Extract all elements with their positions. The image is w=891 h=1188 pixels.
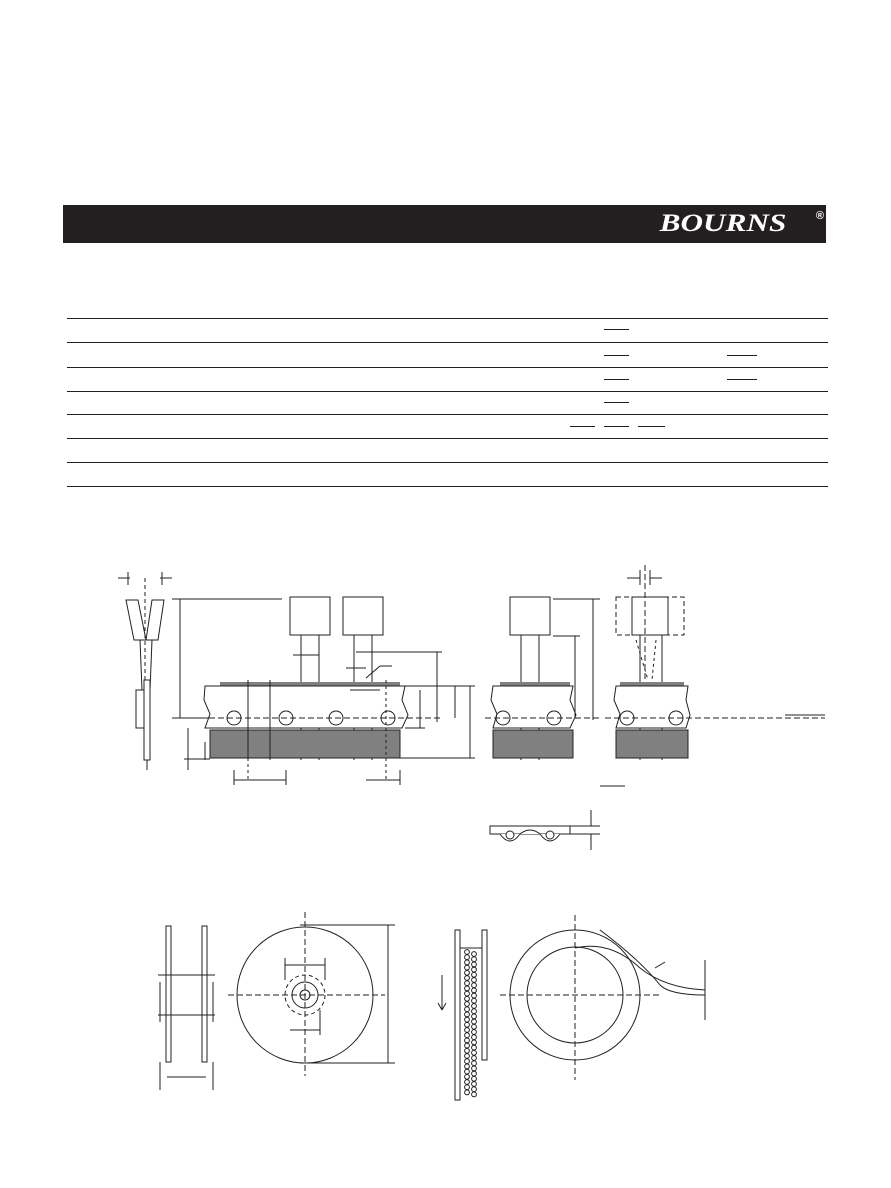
ammo-coil — [472, 962, 477, 967]
ammo-coil — [465, 955, 470, 960]
ammo-coil — [465, 1074, 470, 1079]
ammo-coil — [465, 970, 470, 975]
ammo-coil — [472, 1035, 477, 1040]
ammo-coil — [472, 983, 477, 988]
reel-front-view — [228, 912, 395, 1076]
ammo-coil — [465, 1043, 470, 1048]
ammo-coil — [465, 1080, 470, 1085]
ammo-coil — [465, 1033, 470, 1038]
ammo-coil — [472, 1050, 477, 1055]
ammo-coil — [472, 967, 477, 972]
ammo-coil — [472, 1014, 477, 1019]
ammo-coil — [472, 1030, 477, 1035]
ammo-pack-coils — [465, 950, 477, 1097]
ammo-coil — [472, 972, 477, 977]
ammo-coil — [465, 965, 470, 970]
ammo-coil — [465, 1059, 470, 1064]
ammo-coil — [465, 1028, 470, 1033]
reel-with-leader — [500, 915, 705, 1080]
ammo-coil — [472, 1004, 477, 1009]
ammo-coil — [472, 1087, 477, 1092]
tape-strip-main — [200, 597, 475, 785]
ammo-coil — [465, 1002, 470, 1007]
tape-cross-section — [490, 810, 600, 850]
ammo-coil — [472, 998, 477, 1003]
side-view-component — [118, 572, 172, 770]
ammo-coil — [472, 1071, 477, 1076]
ammo-coil — [465, 991, 470, 996]
ammo-coil — [465, 1007, 470, 1012]
tape-strip-tilt — [605, 565, 825, 760]
ammo-coil — [472, 1061, 477, 1066]
ammo-coil — [472, 978, 477, 983]
tape-strip-single — [485, 597, 625, 786]
ammo-coil — [465, 976, 470, 981]
ammo-coil — [472, 952, 477, 957]
ammo-coil — [465, 1038, 470, 1043]
ammo-coil — [465, 986, 470, 991]
ammo-coil — [465, 1012, 470, 1017]
ammo-coil — [465, 1090, 470, 1095]
ammo-pack-side — [438, 930, 487, 1100]
registered-mark: ® — [815, 210, 824, 222]
ammo-coil — [472, 1040, 477, 1045]
ammo-coil — [472, 1045, 477, 1050]
ammo-coil — [472, 1092, 477, 1097]
ammo-coil — [465, 950, 470, 955]
ammo-coil — [472, 957, 477, 962]
ammo-coil — [465, 1048, 470, 1053]
ammo-coil — [472, 1066, 477, 1071]
ammo-coil — [472, 988, 477, 993]
ammo-coil — [472, 1009, 477, 1014]
ammo-coil — [465, 1022, 470, 1027]
ammo-coil — [472, 1082, 477, 1087]
reel-side-view — [158, 926, 215, 1090]
ammo-coil — [465, 1069, 470, 1074]
ammo-coil — [465, 996, 470, 1001]
ammo-coil — [465, 1054, 470, 1059]
ammo-coil — [465, 960, 470, 965]
ammo-coil — [465, 981, 470, 986]
ammo-coil — [472, 1076, 477, 1081]
ammo-coil — [472, 1056, 477, 1061]
brand-logo: BOURNS — [659, 210, 786, 237]
ammo-coil — [472, 1019, 477, 1024]
ammo-coil — [465, 1064, 470, 1069]
ammo-coil — [472, 1024, 477, 1029]
ammo-coil — [465, 1085, 470, 1090]
ammo-coil — [472, 993, 477, 998]
ammo-coil — [465, 1017, 470, 1022]
